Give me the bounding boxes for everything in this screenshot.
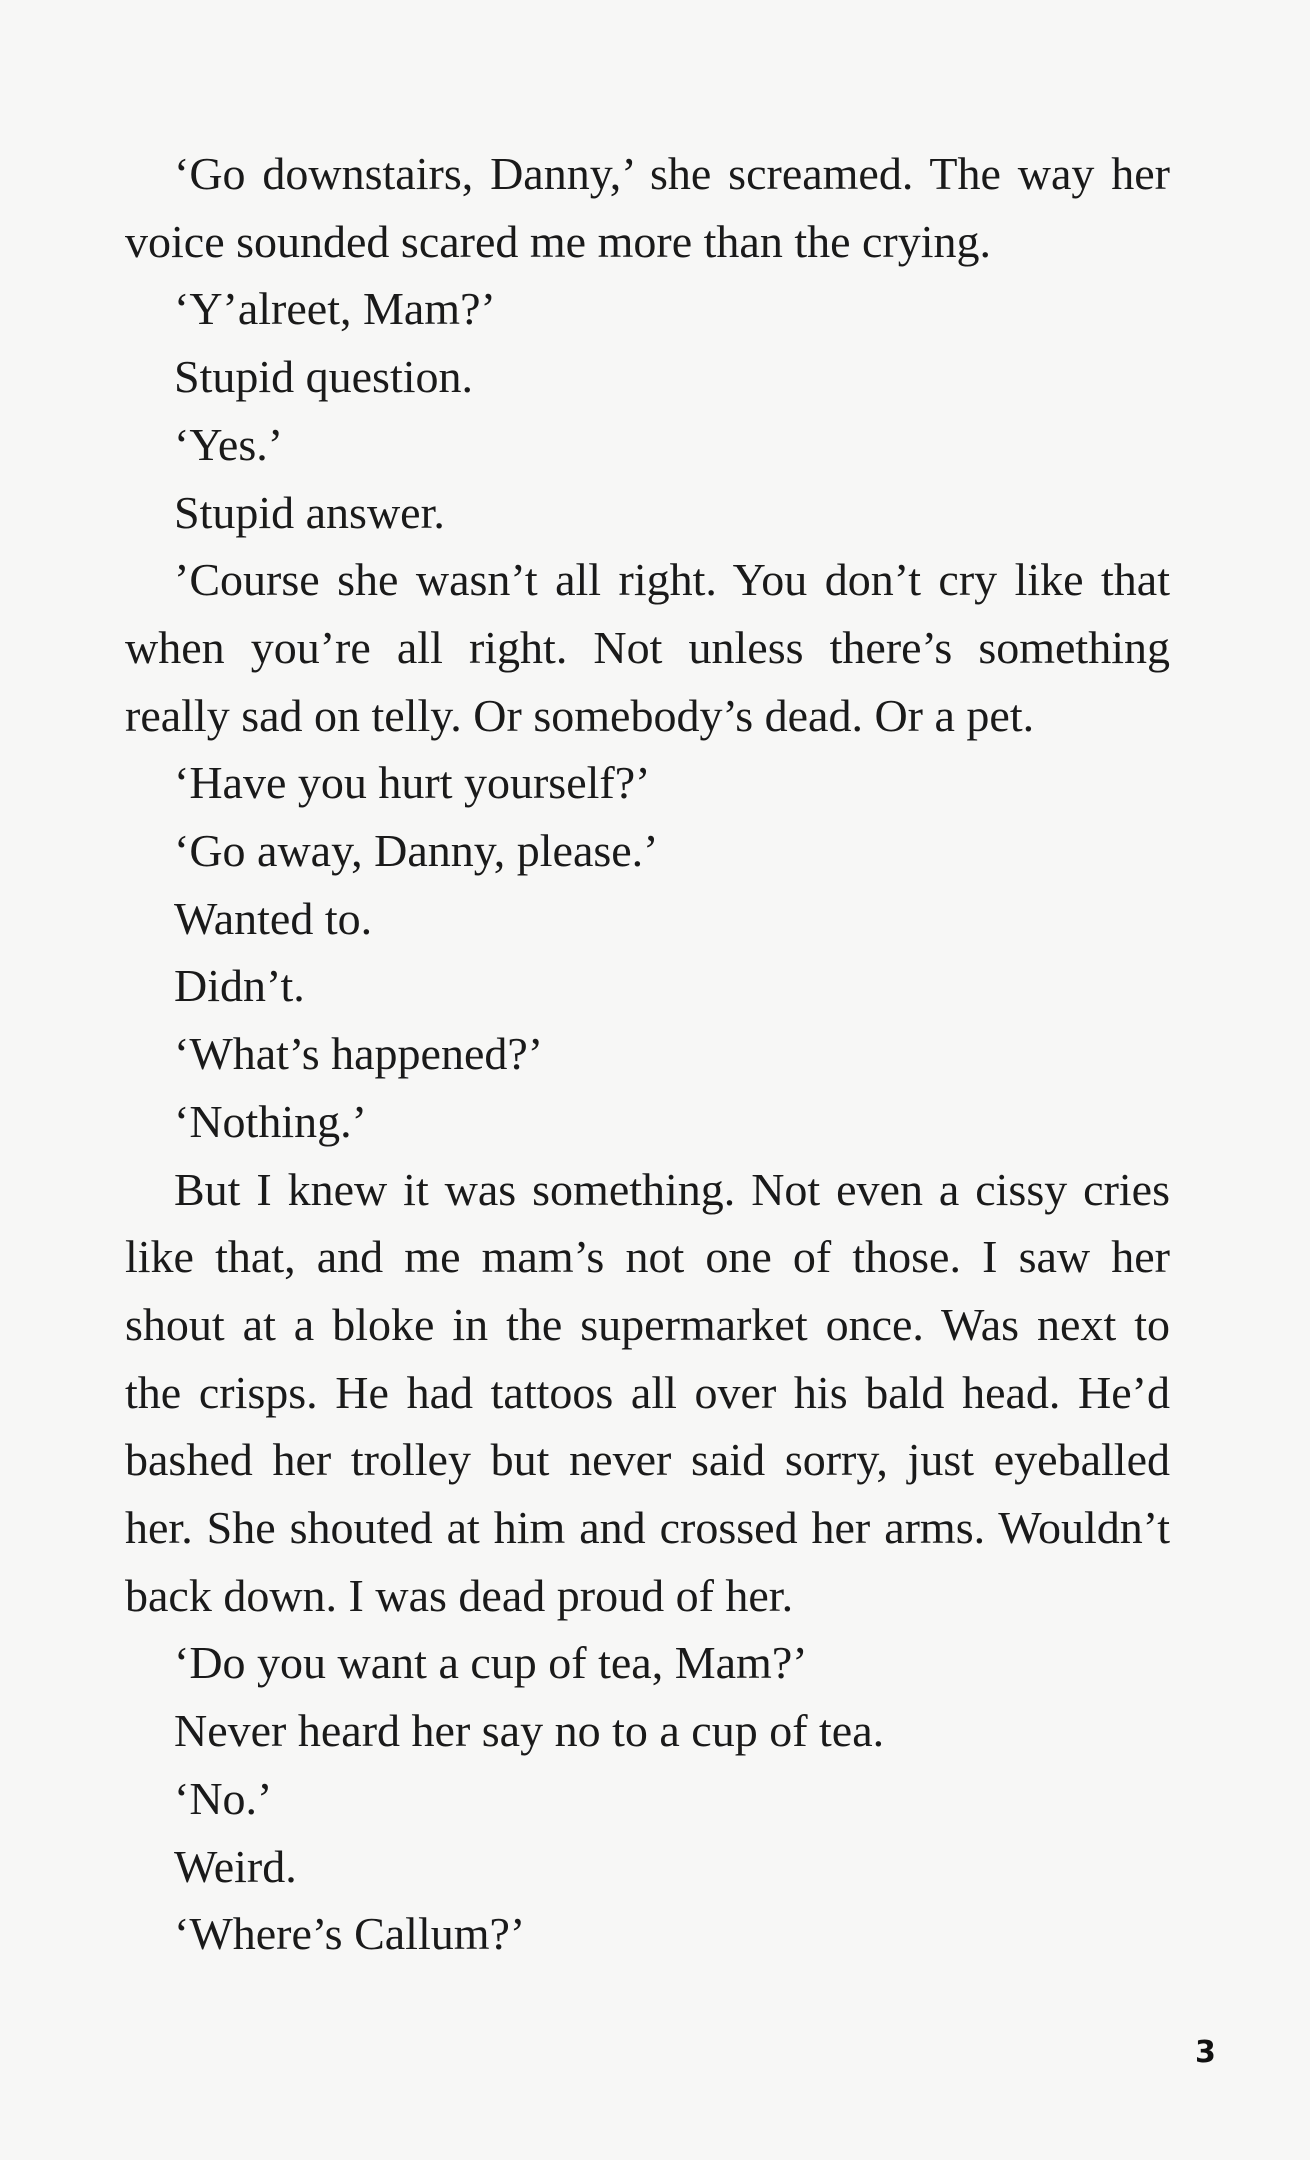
paragraph: ‘Go away, Danny, please.’ xyxy=(174,825,659,877)
paragraph: ‘Do you want a cup of tea, Mam?’ xyxy=(174,1637,808,1689)
paragraph: Wanted to. xyxy=(174,892,373,944)
paragraph: ‘Y’alreet, Mam?’ xyxy=(174,283,496,335)
page-number: 3 xyxy=(1195,2035,1216,2070)
paragraph: ‘Have you hurt yourself?’ xyxy=(174,757,651,809)
paragraph: Never heard her say no to a cup of tea. xyxy=(174,1705,885,1757)
paragraph: ‘What’s happened?’ xyxy=(174,1028,544,1080)
paragraph: ‘Yes.’ xyxy=(174,418,284,470)
paragraph: But I knew it was something. Not even a cissy cries like that, and me mam’s not one of those. I saw her shout at a bloke in the supermarket once. Was next to the crisps. He had tattoos all over his bald head. He’d bashed her trolley but never said sorry, just eyeballed her. She shouted at him and crossed her arms. Wouldn’t back down. I was dead proud of her. xyxy=(125,1163,1170,1621)
paragraph: ‘No.’ xyxy=(174,1772,273,1824)
body-text xyxy=(125,140,1170,1968)
paragraph: ’Course she wasn’t all right. You don’t cry like that when you’re all right. Not unless there’s something really sad on telly. Or somebody’s dead. Or a pet. xyxy=(125,554,1170,741)
paragraph: ‘Where’s Callum?’ xyxy=(174,1908,526,1960)
paragraph: Stupid answer. xyxy=(174,486,445,538)
paragraph: Stupid question. xyxy=(174,351,474,403)
paragraph: ‘Nothing.’ xyxy=(174,1095,367,1147)
paragraph: Weird. xyxy=(174,1840,297,1892)
paragraph: Didn’t. xyxy=(174,960,305,1012)
paragraph: ‘Go downstairs, Danny,’ she screamed. The way her voice sounded scared me more than the crying. xyxy=(125,148,1170,267)
